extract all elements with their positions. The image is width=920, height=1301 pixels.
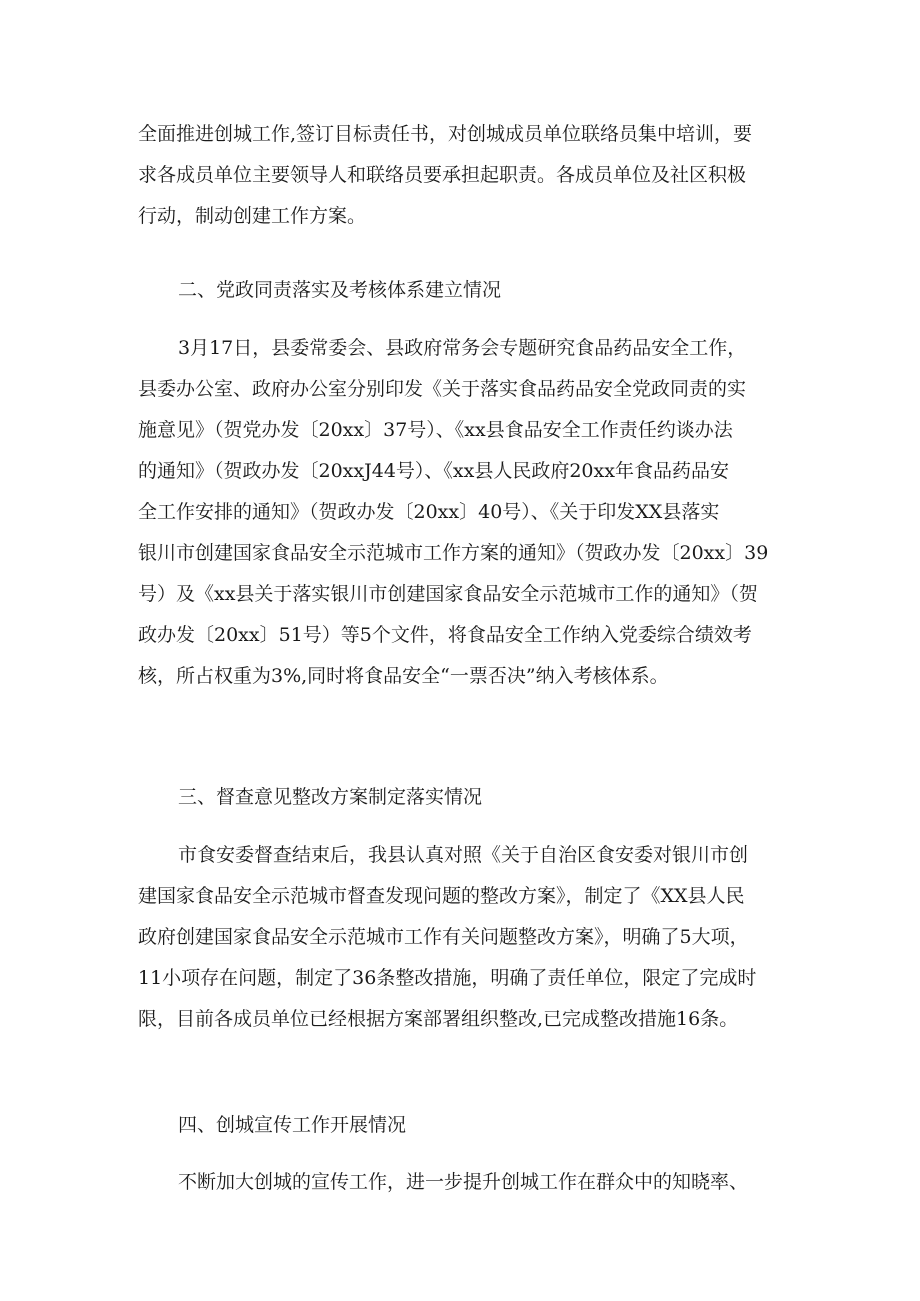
- paragraph-line: 核，所占权重为3%,同时将食品安全“一票否决”纳入考核体系。: [138, 665, 669, 687]
- paragraph-section-4: [138, 1162, 800, 1203]
- paragraph-section-3: [138, 835, 800, 1040]
- paragraph-line: 全工作安排的通知》（贺政办发〔20xx〕40号）、《关于印发XX县落实: [138, 501, 720, 523]
- paragraph-line: 求各成员单位主要领导人和联络员要承担起职责。各成员单位及社区积极: [138, 164, 747, 186]
- paragraph-line: 3月17日，县委常委会、县政府常务会专题研究食品药品安全工作，: [178, 337, 747, 359]
- section-heading-3: 三、督查意见整改方案制定落实情况: [178, 786, 483, 808]
- paragraph-line: 市食安委督查结束后，我县认真对照《关于自治区食安委对银川市创: [178, 844, 749, 866]
- paragraph-line: 限，目前各成员单位已经根据方案部署组织整改,已完成整改措施16条。: [138, 1008, 739, 1030]
- paragraph-line: 的通知》（贺政办发〔20xxJ44号）、《xx县人民政府20xx年食品药品安: [138, 460, 729, 482]
- section-heading-4: 四、创城宣传工作开展情况: [178, 1114, 407, 1136]
- paragraph-line: 银川市创建国家食品安全示范城市工作方案的通知》（贺政办发〔20xx〕39: [138, 542, 769, 564]
- paragraph-line: 施意见》（贺党办发〔20xx〕37号）、《xx县食品安全工作责任约谈办法: [138, 419, 733, 441]
- paragraph-line: 政府创建国家食品安全示范城市工作有关问题整改方案》，明确了5大项，: [138, 926, 749, 948]
- paragraph-line: 全面推进创城工作,签订目标责任书，对创城成员单位联络员集中培训，要: [138, 123, 753, 145]
- paragraph-line: 号）及《xx县关于落实银川市创建国家食品安全示范城市工作的通知》（贺: [138, 583, 758, 605]
- paragraph-line: 11小项存在问题，制定了36条整改措施，明确了责任单位，限定了完成时: [138, 967, 757, 989]
- paragraph-line: 县委办公室、政府办公室分别印发《关于落实食品药品安全党政同责的实: [138, 378, 747, 400]
- paragraph-line: 建国家食品安全示范城市督查发现问题的整改方案》，制定了《XX县人民: [138, 885, 745, 907]
- paragraph-line: 政办发〔20xx〕51号）等5个文件，将食品安全工作纳入党委综合绩效考: [138, 624, 752, 646]
- paragraph-line: 行动，制动创建工作方案。: [138, 205, 367, 227]
- paragraph-line: 不断加大创城的宣传工作，进一步提升创城工作在群众中的知晓率、: [178, 1171, 749, 1193]
- paragraph-intro: [138, 114, 800, 237]
- paragraph-section-2: [138, 328, 800, 697]
- section-heading-2: 二、党政同责落实及考核体系建立情况: [178, 279, 502, 301]
